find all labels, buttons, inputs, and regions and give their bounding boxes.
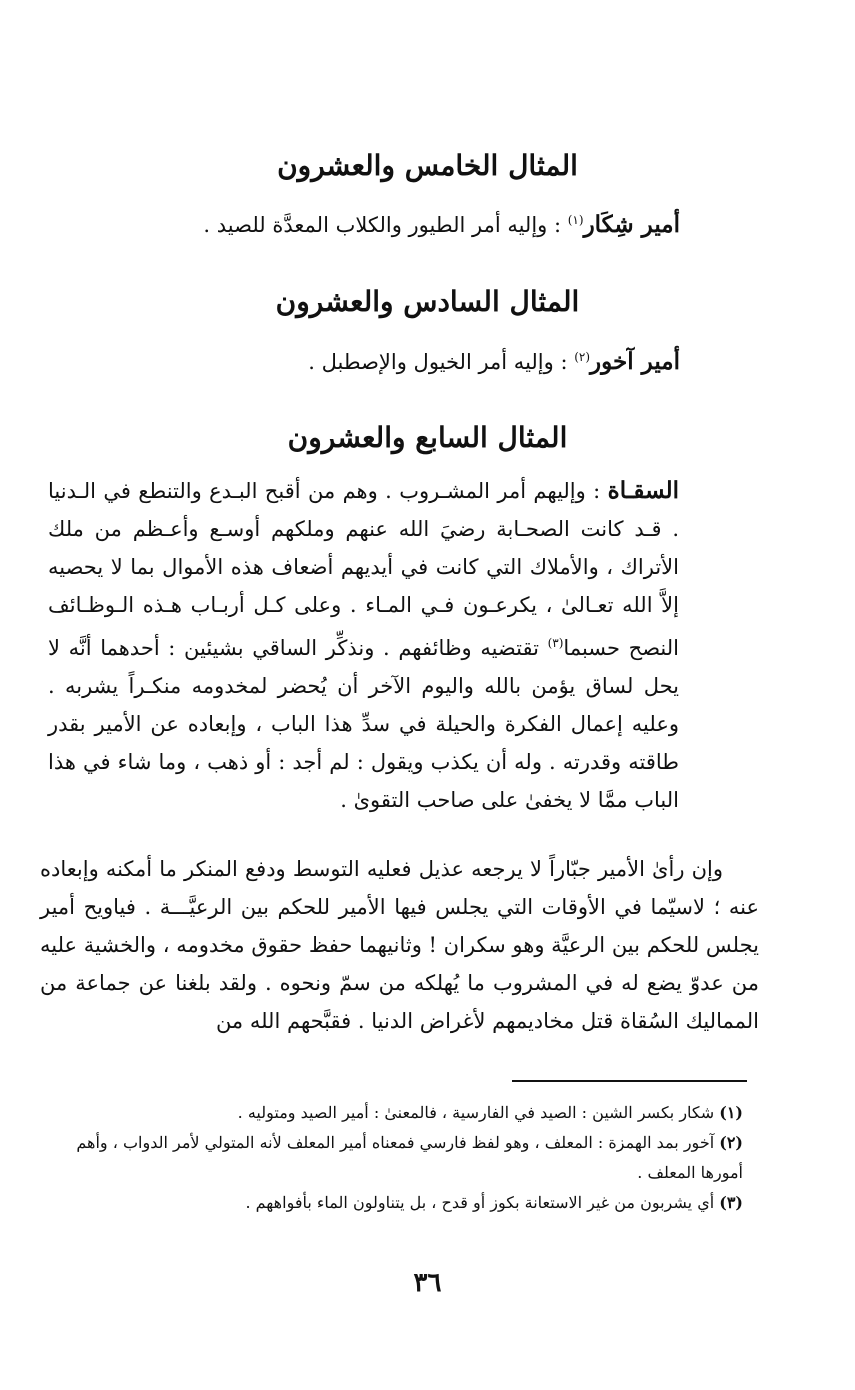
footnote-number: (١) <box>719 1103 743 1122</box>
footnotes <box>44 1098 743 1218</box>
main-paragraph <box>48 472 679 819</box>
section-heading-25: المثال الخامس والعشرون <box>277 149 578 182</box>
footnote-text: شكار بكسر الشين : الصيد في الفارسية ، فالمعنىٰ : أمير الصيد ومتوليه . <box>237 1103 720 1122</box>
page-number: ٣٦ <box>413 1268 442 1298</box>
entry-text: : وإليه أمر الطيور والكلاب المعدَّة للصيد . <box>203 213 568 237</box>
footnote-text: أي يشربون من غير الاستعانة بكوز أو قدح ، بل يتناولون الماء بأفواههم . <box>245 1193 720 1212</box>
entry-term: أمير شِكَار <box>583 211 680 238</box>
paragraph-text: : وإليهم أمر المشـروب . وهم من أقبح البـدع والتنطع في الـدنيا . قـد كانت الصحـابة رضيَ الله عنهم وملكهم أوسـع وأعـظم من ملك الأتراك ، والأملاك التي كانت في أيديهم أضعاف هذه الأموال بما لا يحصيه إلاَّ الله تعـالىٰ ، يكرعـون فـي المـاء . وعلى كـل أربـاب هـذه الـوظـائف النصح حسبما <box>48 479 679 660</box>
footnote-separator <box>512 1080 747 1082</box>
footnote <box>44 1128 743 1188</box>
section-heading-27: المثال السابع والعشرون <box>287 421 568 454</box>
footnote-ref: (١) <box>567 213 584 227</box>
entry-amir-shikar <box>60 203 680 242</box>
entry-text: : وإليه أمر الخيول والإصطبل . <box>308 350 575 374</box>
entry-term: أمير آخور <box>590 348 680 375</box>
paragraph-text-continued: تقتضيه وظائفهم . ونذكِّر الساقي بشيئين : أحدهما أنَّه لا يحل لساق يؤمن بالله واليوم الآخر أن يُحضر لمخدومه منكـراً يشربه . وعليه إعمال الفكرة والحيلة في سدِّ هذا الباب ، وإبعاده عن الأمير بقدر طاقته وقدرته . وله أن يكذب ويقول : لم أجد : أو ذهب ، وما شاء في هذا الباب ممَّا لا يخفىٰ على صاحب التقوىٰ . <box>48 636 679 812</box>
footnote <box>44 1098 743 1128</box>
footnote-ref: (٣) <box>547 636 564 650</box>
entry-amir-akhur <box>60 340 680 379</box>
footnote-text: آخور بمد الهمزة : المعلف ، وهو لفظ فارسي فمعناه أمير المعلف لأنه المتولي لأمر الدواب ، وأهم أمورها المعلف . <box>76 1133 743 1182</box>
footnote <box>44 1188 743 1218</box>
paragraph-term: السقـاة <box>607 477 679 504</box>
footnote-number: (٣) <box>719 1193 743 1212</box>
second-paragraph: وإن رأىٰ الأمير جبّاراً لا يرجعه عذيل فعليه التوسط ودفع المنكر ما أمكنه وإبعاده عنه ؛ لاسيّما في الأوقات التي يجلس فيها الأمير للحكم بين الرعيَّـــة . فياويح أمير يجلس للحكم بين الرعيَّة وهو سكران ! وثانيهما حفظ حقوق مخدومه ، والخشية عليه من عدوّ يضع له في المشروب ما يُهلكه من سمّ ونحوه . ولقد بلغنا عن جماعة من المماليك السُقاة قتل مخاديمهم لأغراض الدنيا . فقبَّحهم الله من <box>40 857 759 1033</box>
section-heading-26: المثال السادس والعشرون <box>275 285 580 318</box>
footnote-ref: (٢) <box>574 350 591 364</box>
footnote-number: (٢) <box>719 1133 743 1152</box>
